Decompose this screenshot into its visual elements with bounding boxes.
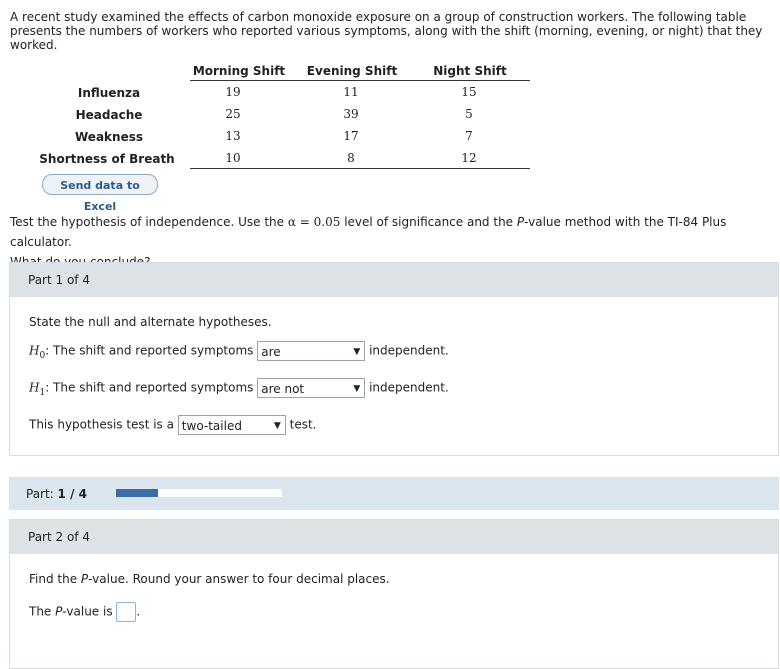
test-type-suffix: test. bbox=[289, 417, 317, 432]
h1-row bbox=[29, 378, 449, 398]
dropdown-arrow-icon: ▼ bbox=[353, 347, 361, 357]
table-cell: 15 bbox=[461, 85, 477, 99]
progress-track bbox=[116, 489, 282, 497]
h1-subscript: 1 bbox=[39, 387, 46, 398]
part-1-instruction: State the null and alternate hypotheses. bbox=[29, 315, 272, 329]
part-2-panel bbox=[9, 519, 779, 669]
table-cell: 39 bbox=[343, 107, 359, 121]
part-1-header: Part 1 of 4 bbox=[10, 263, 778, 297]
h0-text: : The shift and reported symptoms bbox=[45, 343, 254, 358]
table-bottom-rule bbox=[190, 168, 530, 169]
table-cell: 10 bbox=[225, 151, 241, 165]
answer-part: -value is bbox=[62, 604, 113, 619]
progress-prefix: Part: bbox=[26, 487, 58, 501]
dropdown-arrow-icon: ▼ bbox=[353, 384, 361, 394]
col-header-evening: Evening Shift bbox=[306, 64, 398, 78]
instr-part: Find the bbox=[29, 572, 81, 586]
alpha-value: α = 0.05 bbox=[287, 215, 341, 229]
h1-select-value: are not bbox=[261, 382, 305, 396]
p-value-row bbox=[29, 602, 140, 622]
answer-period: . bbox=[136, 604, 141, 619]
dropdown-arrow-icon: ▼ bbox=[273, 421, 281, 431]
h0-select[interactable] bbox=[257, 341, 365, 361]
p-symbol: P bbox=[80, 572, 89, 586]
col-header-night: Night Shift bbox=[433, 64, 507, 78]
col-header-morning: Morning Shift bbox=[192, 64, 286, 78]
instr-part: -value. Round your answer to four decimal places. bbox=[88, 572, 390, 586]
h1-suffix: independent. bbox=[369, 380, 449, 395]
part-progress bbox=[9, 477, 779, 510]
p-symbol: P bbox=[55, 604, 63, 619]
p-value-input[interactable] bbox=[116, 602, 136, 622]
progress-label bbox=[26, 487, 87, 501]
test-type-value: two-tailed bbox=[181, 419, 242, 433]
h1-symbol: H bbox=[29, 380, 40, 395]
part-1-panel bbox=[9, 262, 779, 456]
table-cell: 12 bbox=[461, 151, 477, 165]
problem-intro: A recent study examined the effects of carbon monoxide exposure on a group of construction workers. The following table presents the numbers of workers who reported various symptoms, along with the shift (morning, evening, or night) that they worked. bbox=[10, 10, 763, 52]
test-type-select[interactable] bbox=[178, 415, 286, 435]
h0-select-value: are bbox=[261, 345, 281, 359]
progress-value: 1 / 4 bbox=[57, 487, 87, 501]
row-label-influenza: Influenza bbox=[77, 86, 141, 100]
table-cell: 5 bbox=[465, 107, 473, 121]
part-2-instruction bbox=[29, 572, 390, 586]
table-top-rule bbox=[190, 80, 530, 81]
question-part: level of significance and the bbox=[340, 215, 517, 229]
row-label-headache: Headache bbox=[75, 108, 143, 122]
progress-fill bbox=[116, 489, 158, 497]
h0-suffix: independent. bbox=[369, 343, 449, 358]
table-cell: 7 bbox=[465, 129, 473, 143]
h1-text: : The shift and reported symptoms bbox=[45, 380, 254, 395]
test-type-row bbox=[29, 415, 316, 435]
send-to-excel-button[interactable]: Send data to Excel bbox=[42, 174, 158, 195]
table-cell: 25 bbox=[225, 107, 241, 121]
h0-row bbox=[29, 341, 449, 361]
part-2-header: Part 2 of 4 bbox=[10, 520, 778, 554]
table-cell: 8 bbox=[347, 151, 355, 165]
question-part: Test the hypothesis of independence. Use the bbox=[10, 215, 288, 229]
question-part: -value method with the TI-84 Plus calculator. bbox=[10, 215, 727, 249]
answer-part: The bbox=[29, 604, 56, 619]
row-label-weakness: Weakness bbox=[75, 130, 143, 144]
row-label-shortness-of-breath: Shortness of Breath bbox=[39, 152, 175, 166]
h0-symbol: H bbox=[29, 343, 40, 358]
table-cell: 13 bbox=[225, 129, 241, 143]
table-cell: 19 bbox=[225, 85, 241, 99]
p-symbol: P bbox=[516, 215, 525, 229]
test-type-text: This hypothesis test is a bbox=[29, 417, 174, 432]
table-cell: 11 bbox=[343, 85, 359, 99]
h0-subscript: 0 bbox=[39, 350, 46, 361]
h1-select[interactable] bbox=[257, 378, 365, 398]
table-cell: 17 bbox=[343, 129, 359, 143]
